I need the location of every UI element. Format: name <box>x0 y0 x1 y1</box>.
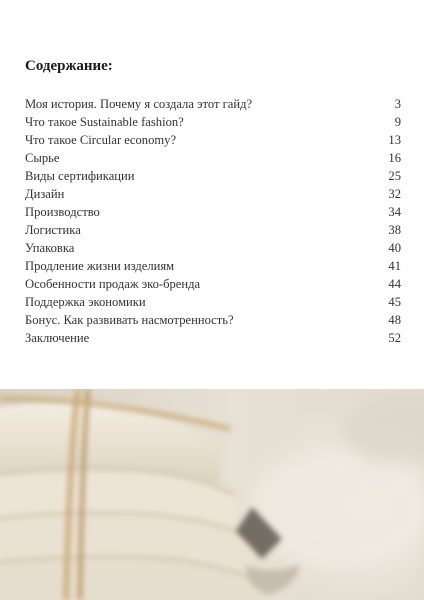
toc-entry-label: Что такое Sustainable fashion? <box>25 115 184 129</box>
toc-entry-page: 41 <box>388 259 401 273</box>
toc-entry[interactable] <box>25 239 401 257</box>
toc-entry[interactable] <box>25 329 401 347</box>
folded-fabric-photo <box>0 389 424 600</box>
toc-entry-page: 9 <box>394 115 401 129</box>
toc-entry-page: 48 <box>388 313 401 327</box>
toc-entry-label: Дизайн <box>25 187 65 201</box>
toc-list <box>25 95 401 347</box>
toc-entry-label: Логистика <box>25 223 81 237</box>
toc-entry[interactable] <box>25 293 401 311</box>
toc-entry-page: 16 <box>388 151 401 165</box>
toc-entry-label: Особенности продаж эко-бренда <box>25 277 201 291</box>
toc-entry[interactable] <box>25 257 401 275</box>
toc-entry-page: 40 <box>388 241 401 255</box>
toc-entry-label: Упаковка <box>25 241 75 255</box>
toc-entry-label: Моя история. Почему я создала этот гайд? <box>25 97 253 111</box>
toc-entry-page: 38 <box>388 223 401 237</box>
toc-entry-label: Продление жизни изделиям <box>25 259 175 273</box>
toc-entry-page: 45 <box>388 295 401 309</box>
toc-entry-page: 44 <box>388 277 401 291</box>
toc-entry-page: 52 <box>388 331 401 345</box>
toc-entry[interactable] <box>25 203 401 221</box>
toc-entry[interactable] <box>25 167 401 185</box>
toc-entry-label: Сырье <box>25 151 60 165</box>
toc-entry[interactable] <box>25 131 401 149</box>
toc-entry[interactable] <box>25 113 401 131</box>
toc-title: Содержание: <box>25 58 113 74</box>
toc-entry[interactable] <box>25 311 401 329</box>
toc-entry-page: 13 <box>388 133 401 147</box>
toc-entry-label: Бонус. Как развивать насмотренность? <box>25 313 234 327</box>
toc-entry[interactable] <box>25 149 401 167</box>
toc-entry[interactable] <box>25 185 401 203</box>
toc-entry-label: Заключение <box>25 331 90 345</box>
toc-entry-label: Производство <box>25 205 100 219</box>
toc-entry-page: 34 <box>388 205 401 219</box>
toc-entry-label: Что такое Circular economy? <box>25 133 177 147</box>
toc-entry[interactable] <box>25 221 401 239</box>
toc-entry[interactable] <box>25 95 401 113</box>
toc-entry-page: 32 <box>388 187 401 201</box>
toc-entry-page: 25 <box>388 169 401 183</box>
toc-entry-label: Поддержка экономики <box>25 295 146 309</box>
toc-entry[interactable] <box>25 275 401 293</box>
folded-fabric-illustration <box>0 389 424 600</box>
toc-entry-page: 3 <box>394 97 401 111</box>
toc-entry-label: Виды сертификации <box>25 169 135 183</box>
